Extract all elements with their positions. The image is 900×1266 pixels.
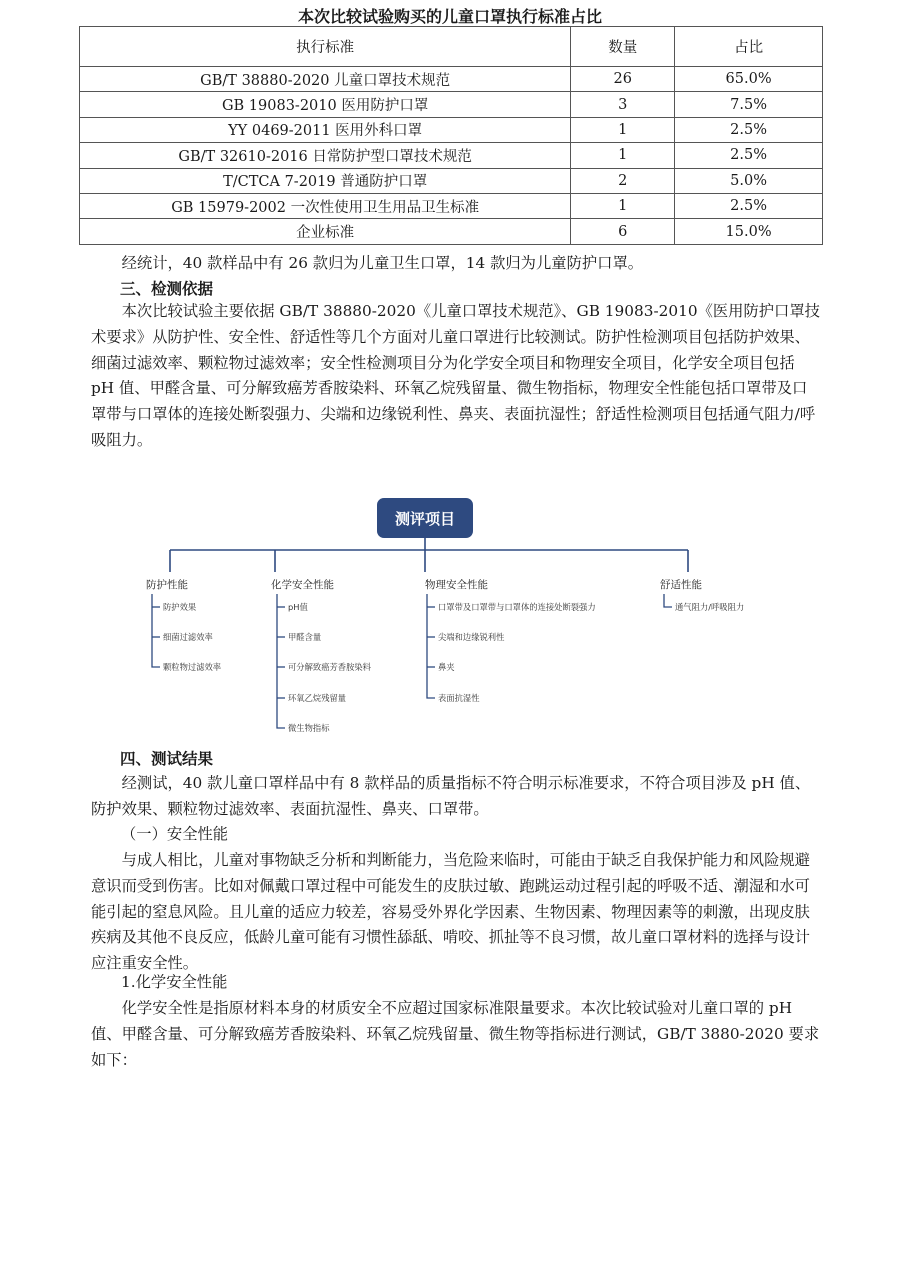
evaluation-items-diagram [140,492,760,742]
diagram-item: 防护效果 [163,602,197,612]
diagram-category-chemical: 化学安全性能 [271,579,334,591]
diagram-category-protection: 防护性能 [146,579,188,591]
table-cell: GB 15979-2002 一次性使用卫生用品卫生标准 [80,193,571,218]
diagram-item: 微生物指标 [288,723,330,733]
section4-paragraph-1: 经测试，40 款儿童口罩样品中有 8 款样品的质量指标不符合明示标准要求，不符合项目涉及 pH 值、防护效果、颗粒物过滤效率、表面抗湿性、鼻夹、口罩带。 [91,774,811,818]
table-cell: 2.5% [675,193,823,218]
table-cell: 26 [571,67,675,92]
diagram-item: 通气阻力/呼吸阻力 [675,602,745,612]
section4-paragraph-3: 化学安全性是指原材料本身的材质安全不应超过国家标准限量要求。本次比较试验对儿童口罩的 pH 值、甲醛含量、可分解致癌芳香胺染料、环氧乙烷残留量、微生物等指标进行测试，GB/T 3880-2020 要求如下： [91,999,820,1069]
diagram-item: 细菌过滤效率 [163,632,213,642]
diagram-item: 环氧乙烷残留量 [288,693,347,703]
table-cell: YY 0469-2011 医用外科口罩 [80,117,571,142]
diagram-item-connectors [152,594,672,728]
table-row [80,168,823,193]
table-caption: 本次比较试验购买的儿童口罩执行标准占比 [297,7,602,26]
table-cell: GB/T 38880-2020 儿童口罩技术规范 [80,67,571,92]
table-row [80,143,823,168]
table-cell: GB 19083-2010 医用防护口罩 [80,92,571,117]
diagram-item: 表面抗湿性 [438,693,480,703]
diagram-item: pH值 [288,602,308,612]
table-cell: 2 [571,168,675,193]
header-count: 数量 [571,27,675,67]
table-cell: T/CTCA 7-2019 普通防护口罩 [80,168,571,193]
table-header-row [80,27,823,67]
diagram-items [163,602,744,733]
table-cell: GB/T 32610-2016 日常防护型口罩技术规范 [80,143,571,168]
table-cell: 6 [571,219,675,244]
diagram-item: 颗粒物过滤效率 [163,662,222,672]
subsection-chemical-heading: 1.化学安全性能 [121,973,228,991]
table-cell: 企业标准 [80,219,571,244]
subsection-safety-heading: （一）安全性能 [121,825,229,843]
table-cell: 7.5% [675,92,823,117]
table-cell: 1 [571,117,675,142]
diagram-categories [146,578,702,591]
table-row [80,219,823,244]
stats-paragraph: 经统计，40 款样品中有 26 款归为儿童卫生口罩，14 款归为儿童防护口罩。 [121,254,644,272]
diagram-item: 甲醛含量 [288,632,322,642]
diagram-item: 可分解致癌芳香胺染料 [288,662,371,672]
diagram-category-comfort: 舒适性能 [660,579,702,591]
header-ratio: 占比 [675,27,823,67]
section4-paragraph-2: 与成人相比，儿童对事物缺乏分析和判断能力，当危险来临时，可能由于缺乏自我保护能力和风险规避意识而受到伤害。比如对佩戴口罩过程中可能发生的皮肤过敏、跑跳运动过程引起的呼吸不适、潮湿和水可能引起的窒息风险。且儿童的适应力较差，容易受外界化学因素、生物因素、物理因素等的刺激，出现皮肤疾病及其他不良反应，低龄儿童可能有习惯性舔舐、啃咬、抓扯等不良习惯，故儿童口罩材料的选择与设计应注重安全性。 [91,851,810,973]
diagram-item: 尖端和边缘锐利性 [438,632,505,642]
diagram-root-label: 测评项目 [394,510,456,528]
table-cell: 1 [571,193,675,218]
table-cell: 1 [571,143,675,168]
table-row [80,67,823,92]
diagram-item: 鼻夹 [438,662,455,672]
diagram-item: 口罩带及口罩带与口罩体的连接处断裂强力 [438,602,596,612]
table-row [80,92,823,117]
table-row [80,193,823,218]
standards-table [79,26,823,245]
section3-heading: 三、检测依据 [120,280,214,298]
diagram-connectors [170,538,688,572]
section3-paragraph: 本次比较试验主要依据 GB/T 38880-2020《儿童口罩技术规范》、GB 19083-2010《医用防护口罩技术要求》从防护性、安全性、舒适性等几个方面对儿童口罩进行比较测试。防护性检测项目包括防护效果、细菌过滤效率、颗粒物过滤效率；安全性检测项目分为化学安全项目和物理安全项目，化学安全项目包括 pH 值、甲醛含量、可分解致癌芳香胺染料、环氧乙烷残留量、微生物指标，物理安全性能包括口罩带及口罩带与口罩体的连接处断裂强力、尖端和边缘锐利性、鼻夹、表面抗湿性；舒适性检测项目包括通气阻力/呼吸阻力。 [91,302,820,449]
table-row [80,117,823,142]
table-cell: 3 [571,92,675,117]
table-cell: 5.0% [675,168,823,193]
table-cell: 2.5% [675,117,823,142]
table-cell: 2.5% [675,143,823,168]
header-standard: 执行标准 [80,27,571,67]
diagram-category-physical: 物理安全性能 [425,579,488,591]
table-cell: 65.0% [675,67,823,92]
section4-heading: 四、测试结果 [120,750,214,768]
table-cell: 15.0% [675,219,823,244]
